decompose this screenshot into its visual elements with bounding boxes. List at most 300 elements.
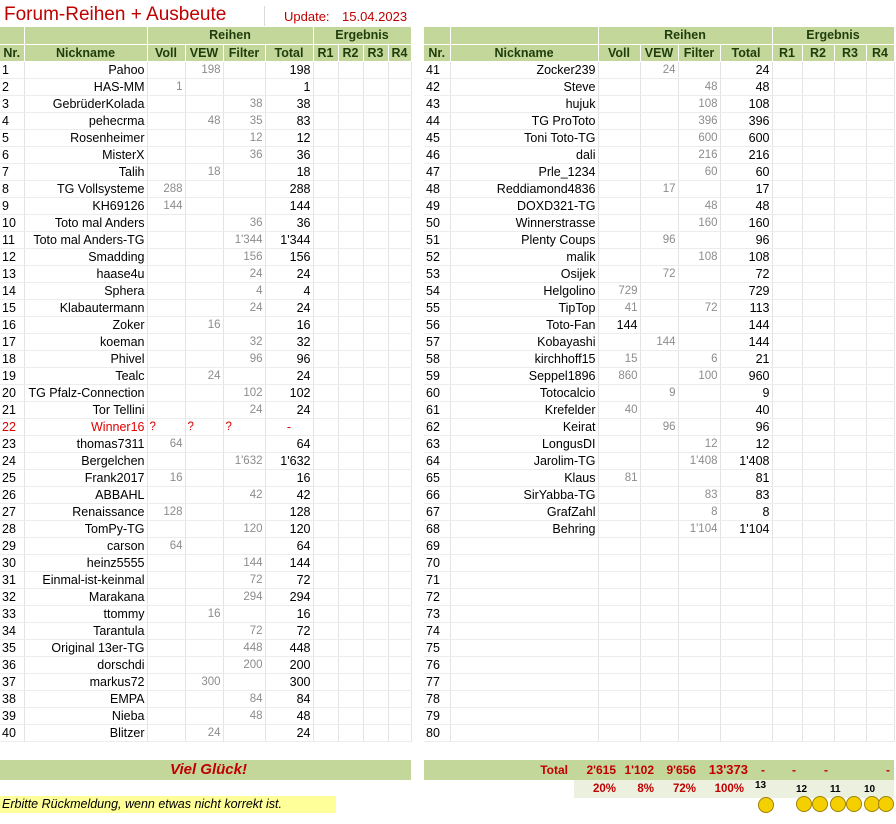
row-r3 (834, 418, 866, 435)
row-number: 75 (424, 639, 450, 656)
row-r2 (802, 673, 834, 690)
row-r1 (772, 605, 802, 622)
table-row (0, 214, 411, 231)
row-nickname: Keirat (450, 418, 598, 435)
row-r2 (338, 112, 363, 129)
row-total: 128 (265, 503, 313, 520)
row-vew (640, 588, 678, 605)
row-r2 (802, 503, 834, 520)
header-group-reihen: Reihen (147, 27, 313, 44)
row-r3 (363, 605, 388, 622)
row-nickname: Tealc (24, 367, 147, 384)
row-number: 29 (0, 537, 24, 554)
row-voll (147, 571, 185, 588)
row-r3 (363, 622, 388, 639)
row-r4 (388, 537, 411, 554)
row-number: 34 (0, 622, 24, 639)
row-r4 (388, 299, 411, 316)
total-label: Total (540, 763, 568, 777)
row-r4 (388, 435, 411, 452)
row-number: 32 (0, 588, 24, 605)
row-r2 (802, 622, 834, 639)
header-voll: Voll (147, 44, 185, 61)
table-row (0, 299, 411, 316)
table-row (424, 537, 894, 554)
row-total: 12 (720, 435, 772, 452)
row-voll (147, 622, 185, 639)
row-voll (598, 724, 640, 741)
row-r3 (834, 214, 866, 231)
row-r2 (338, 622, 363, 639)
row-total: 36 (265, 146, 313, 163)
row-vew (640, 129, 678, 146)
row-r3 (363, 435, 388, 452)
row-r1 (313, 401, 338, 418)
row-r2 (338, 673, 363, 690)
row-r1 (313, 656, 338, 673)
row-r4 (866, 605, 894, 622)
row-filter (678, 656, 720, 673)
row-r2 (802, 554, 834, 571)
row-nickname: dorschdi (24, 656, 147, 673)
row-vew (185, 350, 223, 367)
row-r3 (834, 588, 866, 605)
row-nickname: markus72 (24, 673, 147, 690)
row-filter: 108 (678, 95, 720, 112)
row-r3 (834, 163, 866, 180)
row-filter: 72 (223, 571, 265, 588)
row-r3 (363, 452, 388, 469)
row-filter (678, 316, 720, 333)
table-row (424, 486, 894, 503)
row-filter (678, 622, 720, 639)
row-number: 14 (0, 282, 24, 299)
row-total: 64 (265, 537, 313, 554)
row-number: 36 (0, 656, 24, 673)
row-filter: 36 (223, 214, 265, 231)
row-total: 144 (720, 316, 772, 333)
row-total: 144 (265, 197, 313, 214)
table-row (0, 78, 411, 95)
row-r3 (363, 163, 388, 180)
row-vew (185, 554, 223, 571)
row-voll (598, 656, 640, 673)
row-r1 (313, 231, 338, 248)
row-nickname: Plenty Coups (450, 231, 598, 248)
row-voll: 64 (147, 537, 185, 554)
table-row (0, 129, 411, 146)
row-total: 83 (265, 112, 313, 129)
row-total: 24 (265, 367, 313, 384)
row-nickname: TomPy-TG (24, 520, 147, 537)
row-total (720, 554, 772, 571)
row-r2 (802, 656, 834, 673)
row-filter: 48 (223, 707, 265, 724)
row-r1 (772, 282, 802, 299)
row-r2 (802, 180, 834, 197)
row-nickname (450, 588, 598, 605)
row-nickname: Toto mal Anders (24, 214, 147, 231)
row-total: 16 (265, 316, 313, 333)
row-nickname (450, 571, 598, 588)
row-nickname (450, 656, 598, 673)
row-r4 (866, 520, 894, 537)
row-r3 (834, 146, 866, 163)
row-voll (147, 724, 185, 741)
row-vew (640, 537, 678, 554)
row-total: 108 (720, 95, 772, 112)
row-r3 (363, 78, 388, 95)
row-vew: 96 (640, 231, 678, 248)
row-r4 (388, 61, 411, 78)
row-r4 (866, 554, 894, 571)
table-row (0, 163, 411, 180)
row-voll (598, 622, 640, 639)
row-vew (185, 520, 223, 537)
row-vew (640, 639, 678, 656)
row-voll (147, 605, 185, 622)
result-r2: - (792, 763, 796, 777)
row-filter: 200 (223, 656, 265, 673)
row-r2 (338, 639, 363, 656)
row-vew (185, 180, 223, 197)
row-r3 (363, 384, 388, 401)
row-total (720, 690, 772, 707)
row-r1 (772, 248, 802, 265)
table-row (424, 418, 894, 435)
header-total: Total (265, 44, 313, 61)
table-row (0, 112, 411, 129)
row-voll: 860 (598, 367, 640, 384)
row-r2 (338, 384, 363, 401)
row-number: 37 (0, 673, 24, 690)
row-voll: 40 (598, 401, 640, 418)
participants-table-left (0, 27, 412, 742)
row-total: 113 (720, 299, 772, 316)
row-total: 300 (265, 673, 313, 690)
row-filter (678, 180, 720, 197)
row-r4 (388, 418, 411, 435)
table-row (0, 537, 411, 554)
row-r1 (772, 452, 802, 469)
row-r2 (338, 214, 363, 231)
row-filter (678, 282, 720, 299)
row-r3 (363, 265, 388, 282)
row-total: 16 (265, 469, 313, 486)
header-group-ergebnis: Ergebnis (313, 27, 411, 44)
row-r2 (802, 469, 834, 486)
row-r2 (802, 350, 834, 367)
row-r3 (363, 707, 388, 724)
row-filter: 36 (223, 146, 265, 163)
row-filter: 42 (223, 486, 265, 503)
row-filter: 1'344 (223, 231, 265, 248)
row-r2 (802, 163, 834, 180)
row-r4 (388, 639, 411, 656)
smiley-icon (878, 796, 894, 812)
row-number: 77 (424, 673, 450, 690)
pct-total: 100% (714, 783, 744, 795)
table-row (0, 656, 411, 673)
row-voll (147, 588, 185, 605)
row-filter: 160 (678, 214, 720, 231)
row-vew (185, 129, 223, 146)
table-row (424, 231, 894, 248)
row-r1 (313, 418, 338, 435)
row-r4 (866, 146, 894, 163)
row-r3 (363, 146, 388, 163)
row-nickname: thomas7311 (24, 435, 147, 452)
row-r3 (363, 656, 388, 673)
row-nickname: kirchhoff15 (450, 350, 598, 367)
row-r2 (802, 571, 834, 588)
row-voll (147, 639, 185, 656)
pct-vew: 8% (637, 783, 654, 795)
row-r3 (834, 537, 866, 554)
row-r3 (834, 469, 866, 486)
row-total: 21 (720, 350, 772, 367)
row-vew (640, 622, 678, 639)
row-r2 (338, 367, 363, 384)
table-row (424, 146, 894, 163)
row-vew: 48 (185, 112, 223, 129)
row-r1 (313, 146, 338, 163)
row-number: 56 (424, 316, 450, 333)
row-r4 (388, 605, 411, 622)
row-r2 (802, 452, 834, 469)
row-vew (185, 384, 223, 401)
table-row (424, 350, 894, 367)
sum-filter: 9'656 (666, 763, 696, 777)
row-r2 (802, 282, 834, 299)
row-r3 (834, 622, 866, 639)
row-r1 (772, 724, 802, 741)
table-row (424, 180, 894, 197)
row-nickname: Tarantula (24, 622, 147, 639)
row-r3 (363, 588, 388, 605)
row-r2 (338, 724, 363, 741)
row-total: 729 (720, 282, 772, 299)
row-number: 30 (0, 554, 24, 571)
row-nickname: Osijek (450, 265, 598, 282)
table-row (0, 231, 411, 248)
smiley-icon (846, 796, 862, 812)
row-r1 (313, 690, 338, 707)
row-r4 (866, 690, 894, 707)
table-row (0, 61, 411, 78)
row-filter (223, 435, 265, 452)
row-number: 3 (0, 95, 24, 112)
row-vew (640, 690, 678, 707)
row-number: 10 (0, 214, 24, 231)
row-total: 1 (265, 78, 313, 95)
row-total: 960 (720, 367, 772, 384)
row-nickname: TG ProToto (450, 112, 598, 129)
row-r3 (363, 537, 388, 554)
header-nickname: Nickname (24, 44, 147, 61)
row-r2 (338, 129, 363, 146)
row-r1 (772, 673, 802, 690)
row-r1 (772, 537, 802, 554)
row-r1 (772, 690, 802, 707)
row-r1 (772, 163, 802, 180)
row-filter: 216 (678, 146, 720, 163)
row-voll (147, 554, 185, 571)
row-r2 (338, 282, 363, 299)
row-r1 (313, 554, 338, 571)
row-r3 (834, 282, 866, 299)
row-number: 49 (424, 197, 450, 214)
row-r4 (388, 724, 411, 741)
row-filter: 35 (223, 112, 265, 129)
row-filter: 12 (678, 435, 720, 452)
row-r2 (338, 78, 363, 95)
row-number: 73 (424, 605, 450, 622)
row-voll (147, 299, 185, 316)
row-r4 (866, 214, 894, 231)
row-vew (185, 95, 223, 112)
row-number: 11 (0, 231, 24, 248)
row-filter: 100 (678, 367, 720, 384)
row-nickname: DOXD321-TG (450, 197, 598, 214)
row-r2 (338, 265, 363, 282)
row-r3 (834, 197, 866, 214)
row-r3 (834, 78, 866, 95)
row-number: 63 (424, 435, 450, 452)
row-nickname: EMPA (24, 690, 147, 707)
row-voll (147, 265, 185, 282)
row-filter: 156 (223, 248, 265, 265)
row-nickname: Behring (450, 520, 598, 537)
row-r4 (866, 673, 894, 690)
row-r1 (772, 503, 802, 520)
header-filter: Filter (223, 44, 265, 61)
table-row (424, 673, 894, 690)
row-nickname: KH69126 (24, 197, 147, 214)
row-number: 33 (0, 605, 24, 622)
row-r4 (866, 78, 894, 95)
row-r2 (802, 248, 834, 265)
table-row (424, 333, 894, 350)
row-r1 (772, 180, 802, 197)
table-row (424, 605, 894, 622)
row-vew: 24 (185, 724, 223, 741)
row-r4 (388, 146, 411, 163)
row-total: 294 (265, 588, 313, 605)
row-nickname: dali (450, 146, 598, 163)
row-r3 (834, 571, 866, 588)
row-r2 (802, 231, 834, 248)
row-r2 (802, 78, 834, 95)
row-voll (598, 452, 640, 469)
header-r2: R2 (338, 44, 363, 61)
row-r3 (363, 401, 388, 418)
row-number: 66 (424, 486, 450, 503)
row-r2 (802, 197, 834, 214)
row-number: 42 (424, 78, 450, 95)
row-r1 (772, 214, 802, 231)
header-nr: Nr. (0, 44, 24, 61)
table-row (0, 707, 411, 724)
row-r1 (772, 435, 802, 452)
row-total: 1'408 (720, 452, 772, 469)
row-r4 (388, 350, 411, 367)
row-filter: 102 (223, 384, 265, 401)
row-total: 24 (265, 724, 313, 741)
row-r3 (363, 554, 388, 571)
row-r4 (388, 469, 411, 486)
row-voll (598, 129, 640, 146)
row-vew (640, 571, 678, 588)
table-row (0, 435, 411, 452)
header-blank (24, 27, 147, 44)
row-r2 (802, 112, 834, 129)
row-vew (185, 486, 223, 503)
row-vew (640, 401, 678, 418)
icon-label: 12 (796, 784, 808, 795)
row-total: 42 (265, 486, 313, 503)
table-row (0, 690, 411, 707)
row-number: 22 (0, 418, 24, 435)
row-vew (185, 537, 223, 554)
row-nickname: Renaissance (24, 503, 147, 520)
row-vew (185, 78, 223, 95)
row-r3 (363, 333, 388, 350)
row-nickname: malik (450, 248, 598, 265)
row-number: 8 (0, 180, 24, 197)
row-total: 4 (265, 282, 313, 299)
row-voll (147, 520, 185, 537)
row-voll (598, 214, 640, 231)
row-voll (147, 690, 185, 707)
row-total: 1'104 (720, 520, 772, 537)
table-row (0, 350, 411, 367)
row-vew (640, 520, 678, 537)
row-voll (147, 707, 185, 724)
row-nickname: hujuk (450, 95, 598, 112)
row-total: 144 (720, 333, 772, 350)
row-vew: 18 (185, 163, 223, 180)
row-vew (640, 673, 678, 690)
row-voll (598, 180, 640, 197)
row-total: 24 (720, 61, 772, 78)
row-r4 (866, 367, 894, 384)
row-r1 (313, 571, 338, 588)
row-number: 58 (424, 350, 450, 367)
row-voll (147, 129, 185, 146)
row-vew: 16 (185, 605, 223, 622)
row-voll (598, 384, 640, 401)
row-r3 (834, 554, 866, 571)
row-nickname (450, 537, 598, 554)
row-r1 (313, 707, 338, 724)
row-r4 (388, 163, 411, 180)
row-total: - (265, 418, 313, 435)
row-nickname: TipTop (450, 299, 598, 316)
row-total (720, 707, 772, 724)
table-row (424, 656, 894, 673)
row-number: 43 (424, 95, 450, 112)
row-r4 (388, 333, 411, 350)
row-r4 (866, 639, 894, 656)
row-number: 17 (0, 333, 24, 350)
row-total (720, 605, 772, 622)
row-number: 16 (0, 316, 24, 333)
header-blank (0, 27, 24, 44)
row-vew (640, 486, 678, 503)
table-row (424, 367, 894, 384)
row-nickname: Zocker239 (450, 61, 598, 78)
